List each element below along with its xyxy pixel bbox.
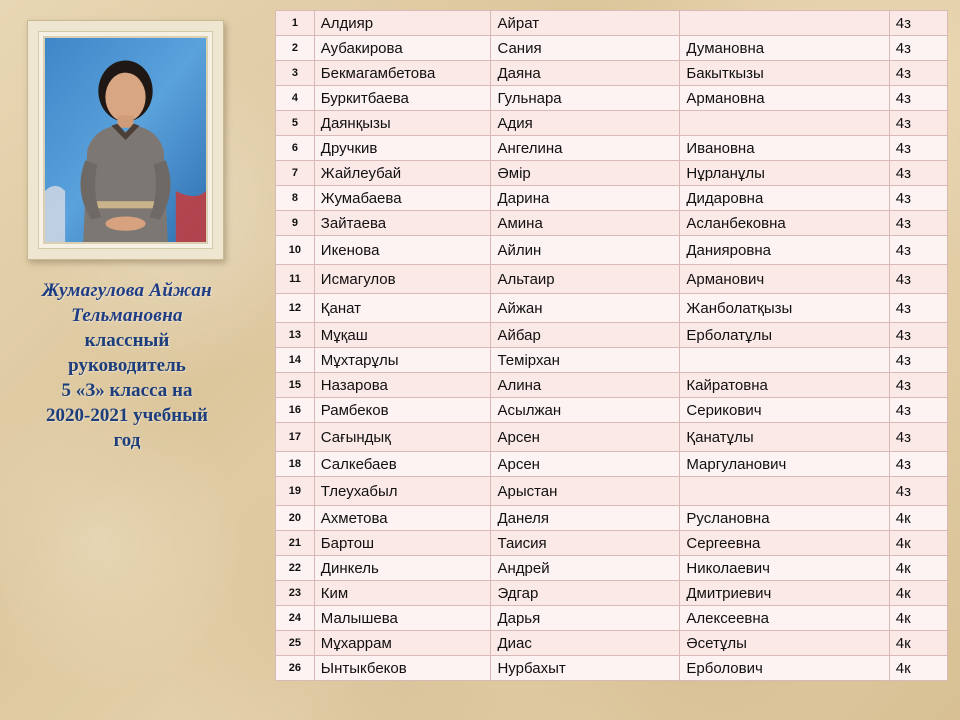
surname-cell: Сағындық: [314, 423, 491, 452]
table-row: [276, 581, 948, 606]
first-name-cell: Даяна: [491, 61, 680, 86]
class-cell: 4з: [889, 373, 947, 398]
row-number-cell: 26: [276, 656, 315, 681]
table-row: [276, 36, 948, 61]
first-name-cell: Асылжан: [491, 398, 680, 423]
class-cell: 4з: [889, 236, 947, 265]
first-name-cell: Амина: [491, 211, 680, 236]
teacher-portrait-image: [43, 36, 208, 244]
surname-cell: Буркитбаева: [314, 86, 491, 111]
row-number-cell: 24: [276, 606, 315, 631]
surname-cell: Тлеухабыл: [314, 477, 491, 506]
teacher-caption-line-4: руководитель: [68, 355, 186, 376]
teacher-caption-line-7: год: [113, 430, 141, 451]
patronymic-cell: Арманович: [680, 265, 889, 294]
surname-cell: Қанат: [314, 294, 491, 323]
class-cell: 4з: [889, 348, 947, 373]
patronymic-cell: Дидаровна: [680, 186, 889, 211]
row-number-cell: 2: [276, 36, 315, 61]
table-row: [276, 186, 948, 211]
first-name-cell: Әмір: [491, 161, 680, 186]
first-name-cell: Андрей: [491, 556, 680, 581]
table-row: [276, 606, 948, 631]
teacher-portrait-icon: [45, 38, 206, 242]
row-number-cell: 19: [276, 477, 315, 506]
table-row: [276, 61, 948, 86]
row-number-cell: 21: [276, 531, 315, 556]
surname-cell: Ынтыкбеков: [314, 656, 491, 681]
surname-cell: Икенова: [314, 236, 491, 265]
table-row: [276, 236, 948, 265]
patronymic-cell: Руслановна: [680, 506, 889, 531]
row-number-cell: 15: [276, 373, 315, 398]
table-row: [276, 161, 948, 186]
table-row: [276, 265, 948, 294]
class-cell: 4з: [889, 452, 947, 477]
first-name-cell: Альтаир: [491, 265, 680, 294]
table-row: [276, 452, 948, 477]
class-cell: 4з: [889, 186, 947, 211]
class-cell: 4к: [889, 631, 947, 656]
surname-cell: Жумабаева: [314, 186, 491, 211]
table-row: [276, 211, 948, 236]
surname-cell: Малышева: [314, 606, 491, 631]
surname-cell: Динкель: [314, 556, 491, 581]
class-cell: 4з: [889, 398, 947, 423]
first-name-cell: Арсен: [491, 452, 680, 477]
patronymic-cell: Қанатұлы: [680, 423, 889, 452]
row-number-cell: 23: [276, 581, 315, 606]
patronymic-cell: Дмитриевич: [680, 581, 889, 606]
row-number-cell: 25: [276, 631, 315, 656]
class-cell: 4к: [889, 656, 947, 681]
class-cell: 4з: [889, 111, 947, 136]
surname-cell: Ахметова: [314, 506, 491, 531]
first-name-cell: Дарина: [491, 186, 680, 211]
patronymic-cell: Ерболович: [680, 656, 889, 681]
surname-cell: Дручкив: [314, 136, 491, 161]
patronymic-cell: [680, 348, 889, 373]
patronymic-cell: Бакыткызы: [680, 61, 889, 86]
class-cell: 4з: [889, 61, 947, 86]
class-cell: 4к: [889, 581, 947, 606]
table-row: [276, 506, 948, 531]
patronymic-cell: Серикович: [680, 398, 889, 423]
surname-cell: Назарова: [314, 373, 491, 398]
patronymic-cell: Армановна: [680, 86, 889, 111]
first-name-cell: Темірхан: [491, 348, 680, 373]
table-row: [276, 323, 948, 348]
first-name-cell: Данеля: [491, 506, 680, 531]
first-name-cell: Арыстан: [491, 477, 680, 506]
teacher-caption-line-1: Жумагулова Айжан: [41, 280, 213, 301]
class-cell: 4з: [889, 36, 947, 61]
surname-cell: Мұхтарұлы: [314, 348, 491, 373]
class-cell: 4к: [889, 531, 947, 556]
table-row: [276, 477, 948, 506]
row-number-cell: 12: [276, 294, 315, 323]
teacher-photo-mat: [38, 31, 213, 249]
row-number-cell: 7: [276, 161, 315, 186]
patronymic-cell: [680, 477, 889, 506]
patronymic-cell: Алексеевна: [680, 606, 889, 631]
first-name-cell: Дарья: [491, 606, 680, 631]
first-name-cell: Айрат: [491, 11, 680, 36]
class-cell: 4з: [889, 11, 947, 36]
class-cell: 4к: [889, 556, 947, 581]
patronymic-cell: Ивановна: [680, 136, 889, 161]
surname-cell: Ким: [314, 581, 491, 606]
table-row: [276, 111, 948, 136]
surname-cell: Бартош: [314, 531, 491, 556]
table-row: [276, 294, 948, 323]
row-number-cell: 6: [276, 136, 315, 161]
row-number-cell: 1: [276, 11, 315, 36]
patronymic-cell: Асланбековна: [680, 211, 889, 236]
patronymic-cell: Жанболатқызы: [680, 294, 889, 323]
patronymic-cell: Данияровна: [680, 236, 889, 265]
class-cell: 4к: [889, 606, 947, 631]
row-number-cell: 14: [276, 348, 315, 373]
class-cell: 4з: [889, 477, 947, 506]
class-cell: 4з: [889, 265, 947, 294]
table-row: [276, 348, 948, 373]
first-name-cell: Айжан: [491, 294, 680, 323]
first-name-cell: Нурбахыт: [491, 656, 680, 681]
surname-cell: Алдияр: [314, 11, 491, 36]
row-number-cell: 11: [276, 265, 315, 294]
first-name-cell: Диас: [491, 631, 680, 656]
teacher-caption: [10, 278, 244, 453]
first-name-cell: Айбар: [491, 323, 680, 348]
surname-cell: Исмагулов: [314, 265, 491, 294]
first-name-cell: Гульнара: [491, 86, 680, 111]
row-number-cell: 9: [276, 211, 315, 236]
first-name-cell: Сания: [491, 36, 680, 61]
class-cell: 4з: [889, 294, 947, 323]
teacher-photo-frame: [27, 20, 224, 260]
table-row: [276, 423, 948, 452]
patronymic-cell: Николаевич: [680, 556, 889, 581]
first-name-cell: Таисия: [491, 531, 680, 556]
class-cell: 4з: [889, 211, 947, 236]
row-number-cell: 5: [276, 111, 315, 136]
first-name-cell: Ангелина: [491, 136, 680, 161]
patronymic-cell: Нұрланұлы: [680, 161, 889, 186]
surname-cell: Мұқаш: [314, 323, 491, 348]
table-row: [276, 373, 948, 398]
surname-cell: Рамбеков: [314, 398, 491, 423]
patronymic-cell: Думановна: [680, 36, 889, 61]
surname-cell: Зайтаева: [314, 211, 491, 236]
row-number-cell: 17: [276, 423, 315, 452]
first-name-cell: Адия: [491, 111, 680, 136]
table-row: [276, 86, 948, 111]
table-row: [276, 136, 948, 161]
row-number-cell: 13: [276, 323, 315, 348]
class-cell: 4к: [889, 506, 947, 531]
row-number-cell: 18: [276, 452, 315, 477]
surname-cell: Аубакирова: [314, 36, 491, 61]
row-number-cell: 20: [276, 506, 315, 531]
row-number-cell: 3: [276, 61, 315, 86]
class-cell: 4з: [889, 323, 947, 348]
patronymic-cell: [680, 111, 889, 136]
patronymic-cell: Маргуланович: [680, 452, 889, 477]
row-number-cell: 10: [276, 236, 315, 265]
patronymic-cell: Сергеевна: [680, 531, 889, 556]
first-name-cell: Эдгар: [491, 581, 680, 606]
teacher-caption-line-3: классный: [84, 330, 170, 351]
class-cell: 4з: [889, 161, 947, 186]
teacher-caption-line-5: 5 «З» класса на: [61, 380, 193, 401]
student-roster-table: [275, 10, 948, 681]
teacher-caption-line-6: 2020-2021 учебный: [46, 405, 208, 426]
patronymic-cell: Кайратовна: [680, 373, 889, 398]
row-number-cell: 16: [276, 398, 315, 423]
table-row: [276, 656, 948, 681]
row-number-cell: 22: [276, 556, 315, 581]
row-number-cell: 4: [276, 86, 315, 111]
student-roster-body: [276, 11, 948, 681]
patronymic-cell: Ерболатұлы: [680, 323, 889, 348]
row-number-cell: 8: [276, 186, 315, 211]
teacher-caption-line-2: Тельмановна: [71, 305, 183, 326]
table-row: [276, 398, 948, 423]
surname-cell: Даянқызы: [314, 111, 491, 136]
surname-cell: Бекмагамбетова: [314, 61, 491, 86]
surname-cell: Салкебаев: [314, 452, 491, 477]
class-cell: 4з: [889, 423, 947, 452]
patronymic-cell: [680, 11, 889, 36]
table-row: [276, 556, 948, 581]
class-cell: 4з: [889, 136, 947, 161]
first-name-cell: Алина: [491, 373, 680, 398]
surname-cell: Жайлеубай: [314, 161, 491, 186]
table-row: [276, 11, 948, 36]
table-row: [276, 531, 948, 556]
first-name-cell: Айлин: [491, 236, 680, 265]
table-row: [276, 631, 948, 656]
surname-cell: Мұхаррам: [314, 631, 491, 656]
class-cell: 4з: [889, 86, 947, 111]
patronymic-cell: Әсетұлы: [680, 631, 889, 656]
first-name-cell: Арсен: [491, 423, 680, 452]
